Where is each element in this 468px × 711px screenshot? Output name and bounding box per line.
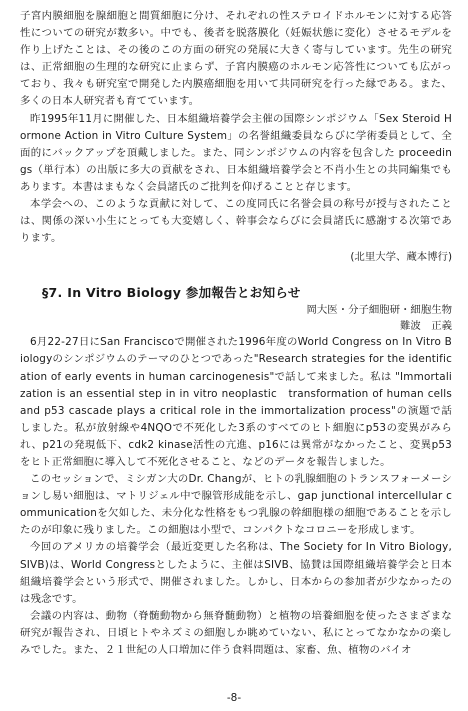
document-page	[20, 8, 456, 703]
section-paragraph-3: 今回のアメリカの培養学会（最近変更した名称は、The Society for In Vitro Biology, SIVB)は、World Congressとしたように、主催はSIVB、協賛は国際組織培養学会と日本組織培養学会という形式で、開催されました。しかし、日本からの参加者が少なかったのは残念です。	[20, 541, 456, 605]
author-affiliation: 岡大医・分子細胞研・細胞生物	[306, 304, 452, 317]
section-paragraph-1: 6月22-27日にSan Franciscoで開催された1996年度のWorld Congress on In Vitro Biologyのシンポジウムのテーマのひとつであった"Research strategies for the identification of early events in human carcinogenesis"で話して来ました。私は "Immortalization is an essential step in in vitro neoplastic transformation of human cells and p53 cascade plays a critical role in the immortalization process"の演題で話しました。私が放射線や4NQOで不死化した3系のすべてのヒト細胞にp53の変異がみられ、p21の発現低下、cdk2 kinase活性の亢進、p16には異常がなかったこと、変異p53をヒト正常細胞に導入して不死化させること、などのデータを報告しました。	[20, 336, 456, 468]
intro-paragraph-3: 本学会への、このような貢献に対して、この度同氏に名誉会員の称号が授与されたことは、関係の深い小生にとっても大変嬉しく、幹事会ならびに会員諸氏に感謝する次第であります。	[20, 198, 452, 245]
intro-paragraph-2: 昨1995年11月に開催した、日本組織培養学会主催の国際シンポジウム「Sex Steroid Hormone Action in Vitro Culture System」の名誉組織委員ならびに学術委員として、全面的にバックアップを頂戴しました。また、同シンポジウムの内容を包含した proceedings（単行本）の出版に多大の貢献をされ、日本組織培養学会と不肖小生との共同編集でもあります。本書はまもなく会員諸氏のご批判を仰げることと存じます。	[20, 112, 452, 193]
section-title: §7. In Vitro Biology 参加報告とお知らせ	[42, 285, 301, 301]
intro-paragraph-1: 子宮内膜細胞を腺細胞と間質細胞に分け、それぞれの性ステロイドホルモンに対する応答性についての研究が数多い。中でも、後者を脱落膜化（妊娠状態に変化）させるモデルを作り上げたことは、その後のこの方面の研究の発展に大きく寄与しています。先生の研究は、正常細胞の生理的な研究に止まらず、子宮内膜癌のホルモン応答性についても広がっており、我々も研究室で開発した内膜癌細胞を用いて共同研究を行った縁である。また、多くの日本人研究者も育てています。	[20, 10, 452, 108]
section-paragraph-2: このセッションで、ミシガン大のDr. Changが、ヒトの乳腺細胞のトランスフォーメーションし易い細胞は、マトリジェル中で腺管形成能を示し、gap junctional intercellular communicationを欠如した、未分化な性格をもつ乳腺の幹細胞様の細胞であることを示したのが印象に残りました。この細胞は小型で、コンパクトなコロニーを形成します。	[20, 473, 452, 537]
page-number: -8-	[226, 692, 242, 704]
author-name: 難波 正義	[400, 320, 452, 333]
intro-signature: (北里大学、蔵本博行)	[350, 251, 452, 264]
section-paragraph-4: 会議の内容は、動物（脊髄動物から無脊髄動物）と植物の培養細胞を使ったさまざまな研究が報告され、日頃ヒトやネズミの細胞しか眺めていない、私にとってなかなかの楽しみでした。また、２１世紀の人口増加に伴う食料問題は、家畜、魚、植物のバイオ	[20, 609, 452, 656]
